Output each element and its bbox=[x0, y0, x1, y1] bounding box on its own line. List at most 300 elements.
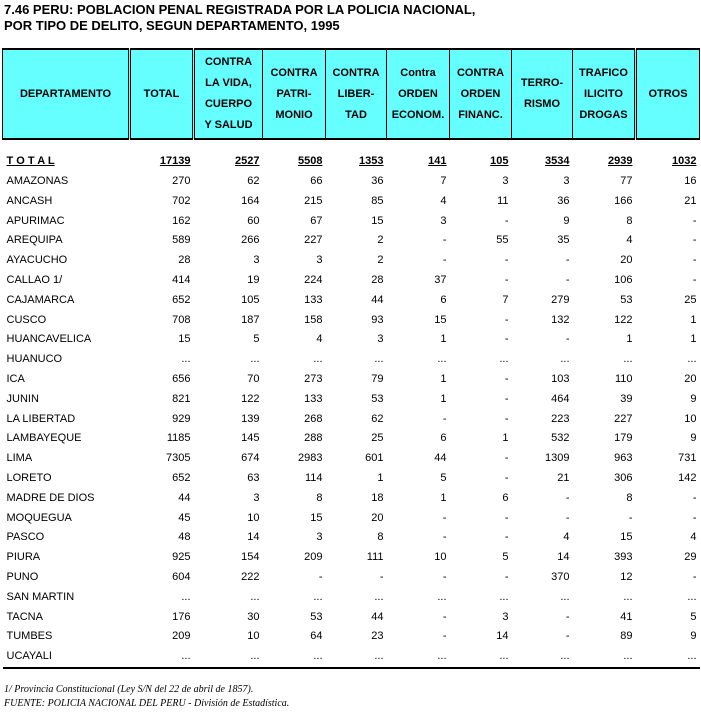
value-cell: 1 bbox=[440, 333, 447, 346]
value-cell: 17139 bbox=[159, 155, 191, 167]
value-cell: 925 bbox=[172, 551, 191, 564]
value-cell: - bbox=[442, 234, 447, 247]
value-cell: 36 bbox=[371, 175, 384, 187]
table-row bbox=[3, 390, 700, 410]
value-cell: - bbox=[565, 630, 570, 643]
table-row bbox=[3, 568, 700, 588]
department-cell: UCAYALI bbox=[3, 647, 130, 668]
value-cell: 89 bbox=[620, 630, 633, 643]
department-cell: T O T A L bbox=[6, 155, 55, 167]
header-col-2 bbox=[194, 49, 263, 139]
value-cell: 3 bbox=[563, 175, 570, 187]
value-cell: 53 bbox=[371, 392, 384, 405]
value-cell: - bbox=[504, 392, 509, 405]
header-line: ECONOM. bbox=[391, 108, 445, 121]
value-cell: 3534 bbox=[545, 155, 570, 167]
value-cell: ... bbox=[194, 647, 263, 668]
value-cell: 288 bbox=[304, 432, 323, 445]
value-cell: - bbox=[504, 471, 509, 484]
value-cell: 60 bbox=[247, 214, 260, 227]
value-cell: 37 bbox=[434, 273, 447, 286]
value-cell: 62 bbox=[371, 412, 384, 425]
department-cell: AREQUIPA bbox=[6, 234, 63, 247]
header-line: CONTRA bbox=[456, 66, 505, 79]
header-col-8 bbox=[573, 49, 636, 139]
table-row bbox=[3, 172, 700, 192]
value-cell: - bbox=[565, 273, 570, 286]
value-cell: 3 bbox=[440, 214, 447, 227]
value-cell: - bbox=[504, 511, 509, 524]
value-cell: 652 bbox=[172, 293, 191, 306]
value-cell: 44 bbox=[371, 293, 384, 306]
value-cell: 14 bbox=[557, 551, 570, 564]
value-cell: 1 bbox=[690, 313, 697, 326]
value-cell: 122 bbox=[614, 313, 633, 326]
department-cell: LORETO bbox=[6, 471, 52, 484]
value-cell: - bbox=[442, 630, 447, 643]
table-body bbox=[3, 139, 700, 668]
header-line: Y SALUD bbox=[204, 119, 253, 131]
value-cell: - bbox=[565, 333, 570, 346]
value-cell: ... bbox=[512, 647, 573, 668]
value-cell: 154 bbox=[241, 551, 260, 564]
table-title bbox=[4, 2, 694, 34]
value-cell: - bbox=[318, 570, 323, 583]
value-cell: 53 bbox=[620, 293, 633, 306]
value-cell: 6 bbox=[440, 293, 447, 306]
value-cell: 36 bbox=[557, 194, 570, 207]
value-cell: 25 bbox=[684, 293, 697, 306]
value-cell: ... bbox=[560, 353, 570, 366]
value-cell: 1 bbox=[690, 333, 697, 346]
value-cell: 227 bbox=[614, 412, 633, 425]
header-line: MONIO bbox=[275, 108, 313, 121]
value-cell: 55 bbox=[496, 234, 509, 247]
value-cell: 8 bbox=[626, 214, 633, 227]
header-col-5 bbox=[387, 49, 450, 139]
value-cell: 23 bbox=[371, 630, 384, 643]
value-cell: ... bbox=[437, 353, 447, 366]
value-cell: 28 bbox=[178, 254, 191, 267]
department-cell: ICA bbox=[6, 372, 25, 385]
value-cell: 3 bbox=[316, 254, 323, 267]
header-departamento bbox=[3, 49, 130, 139]
value-cell: 15 bbox=[620, 531, 633, 544]
header-line: LA VIDA, bbox=[205, 77, 252, 89]
value-cell: - bbox=[442, 610, 447, 623]
value-cell: 3 bbox=[502, 175, 509, 187]
value-cell: - bbox=[692, 214, 697, 227]
value-cell: 270 bbox=[172, 175, 191, 187]
value-cell: - bbox=[442, 511, 447, 524]
value-cell: 15 bbox=[178, 333, 191, 346]
header-line: CONTRA bbox=[270, 66, 318, 79]
value-cell: 187 bbox=[241, 313, 260, 326]
value-cell: ... bbox=[573, 647, 636, 668]
value-cell: 11 bbox=[497, 194, 509, 207]
value-cell: 9 bbox=[690, 392, 697, 405]
value-cell: ... bbox=[130, 647, 194, 668]
value-cell: - bbox=[628, 511, 633, 524]
value-cell: 93 bbox=[371, 313, 384, 326]
header-col-6 bbox=[450, 49, 512, 139]
value-cell: 3 bbox=[316, 531, 323, 544]
value-cell: 103 bbox=[551, 372, 570, 385]
table-row bbox=[3, 330, 700, 350]
value-cell: ... bbox=[313, 590, 323, 603]
value-cell: 70 bbox=[247, 372, 260, 385]
header-line: TERRO- bbox=[520, 77, 564, 89]
value-cell: 162 bbox=[172, 214, 191, 227]
value-cell: 3 bbox=[377, 333, 384, 346]
value-cell: 176 bbox=[172, 610, 191, 623]
value-cell: 15 bbox=[371, 214, 384, 227]
value-cell: 21 bbox=[684, 194, 697, 207]
value-cell: - bbox=[692, 570, 697, 583]
value-cell: - bbox=[565, 511, 570, 524]
value-cell: 166 bbox=[614, 194, 633, 207]
header-row bbox=[3, 49, 700, 139]
value-cell: 929 bbox=[172, 412, 191, 425]
value-cell: 4 bbox=[563, 531, 570, 544]
value-cell: 164 bbox=[241, 194, 260, 207]
value-cell: 2983 bbox=[298, 452, 323, 465]
value-cell: - bbox=[504, 214, 509, 227]
value-cell: 179 bbox=[614, 432, 633, 445]
value-cell: 64 bbox=[310, 630, 323, 643]
value-cell: 3 bbox=[502, 610, 509, 623]
department-cell: CUSCO bbox=[6, 313, 47, 326]
value-cell: 223 bbox=[551, 412, 570, 425]
value-cell: ... bbox=[499, 353, 509, 366]
value-cell: ... bbox=[250, 353, 260, 366]
value-cell: 20 bbox=[684, 372, 697, 385]
value-cell: 532 bbox=[551, 432, 570, 445]
total-row bbox=[3, 150, 700, 172]
value-cell: 279 bbox=[551, 293, 570, 306]
value-cell: 145 bbox=[241, 432, 260, 445]
value-cell: 266 bbox=[241, 234, 260, 247]
value-cell: 222 bbox=[241, 570, 260, 583]
value-cell: 8 bbox=[626, 491, 633, 504]
value-cell: ... bbox=[387, 647, 450, 668]
value-cell: - bbox=[692, 273, 697, 286]
title-line-2: POR TIPO DE DELITO, SEGUN DEPARTAMENTO, 1995 bbox=[4, 18, 340, 33]
table-row bbox=[3, 509, 700, 529]
department-cell: AYACUCHO bbox=[6, 254, 68, 267]
value-cell: - bbox=[504, 372, 509, 385]
value-cell: 85 bbox=[371, 194, 384, 207]
value-cell: 1 bbox=[626, 333, 633, 346]
value-cell: ... bbox=[263, 647, 326, 668]
value-cell: 708 bbox=[172, 313, 191, 326]
value-cell: 652 bbox=[172, 471, 191, 484]
value-cell: 8 bbox=[377, 531, 384, 544]
value-cell: 268 bbox=[304, 412, 323, 425]
value-cell: ... bbox=[181, 353, 191, 366]
value-cell: ... bbox=[623, 353, 633, 366]
value-cell: 1 bbox=[377, 471, 384, 484]
value-cell: 1185 bbox=[166, 432, 191, 445]
table-row bbox=[3, 449, 700, 469]
value-cell: 656 bbox=[172, 372, 191, 385]
value-cell: 4 bbox=[440, 194, 447, 207]
value-cell: ... bbox=[374, 353, 384, 366]
value-cell: - bbox=[692, 234, 697, 247]
value-cell: 158 bbox=[304, 313, 323, 326]
header-line: TRAFICO bbox=[579, 66, 628, 79]
value-cell: - bbox=[504, 412, 509, 425]
value-cell: 62 bbox=[247, 175, 260, 187]
value-cell: - bbox=[379, 570, 384, 583]
header-col-9 bbox=[636, 49, 700, 139]
value-cell: - bbox=[504, 313, 509, 326]
value-cell: 702 bbox=[172, 194, 191, 207]
value-cell: - bbox=[442, 412, 447, 425]
value-cell: 5 bbox=[502, 551, 509, 564]
table-row bbox=[3, 271, 700, 291]
value-cell: 132 bbox=[551, 313, 570, 326]
header-line: ILICITO bbox=[584, 87, 623, 100]
value-cell: 10 bbox=[247, 630, 260, 643]
value-cell: 821 bbox=[172, 392, 191, 405]
header-line: ORDEN bbox=[398, 87, 438, 100]
value-cell: 10 bbox=[434, 551, 447, 564]
value-cell: 209 bbox=[172, 630, 191, 643]
value-cell: 370 bbox=[551, 570, 570, 583]
table-row bbox=[3, 370, 700, 390]
department-cell: MADRE DE DIOS bbox=[6, 491, 95, 504]
header-line: OTROS bbox=[648, 87, 688, 100]
value-cell: - bbox=[504, 570, 509, 583]
value-cell: ... bbox=[623, 590, 633, 603]
value-cell: 21 bbox=[557, 471, 570, 484]
table-row bbox=[3, 429, 700, 449]
table-row bbox=[3, 588, 700, 608]
value-cell: 464 bbox=[551, 392, 570, 405]
value-cell: 19 bbox=[247, 273, 260, 286]
value-cell: 15 bbox=[434, 313, 447, 326]
value-cell: 2939 bbox=[608, 155, 633, 167]
value-cell: 141 bbox=[428, 155, 447, 167]
header-line: CUERPO bbox=[204, 98, 253, 110]
source-note: FUENTE: POLICIA NACIONAL DEL PERU - División de Estadística. bbox=[4, 698, 290, 709]
value-cell: 1 bbox=[502, 432, 509, 445]
table-row bbox=[3, 192, 700, 212]
header-col-7 bbox=[512, 49, 573, 139]
table-row bbox=[3, 410, 700, 430]
value-cell: 4 bbox=[690, 531, 697, 544]
value-cell: 3 bbox=[253, 254, 260, 267]
value-cell: ... bbox=[450, 647, 512, 668]
value-cell: 1353 bbox=[359, 155, 384, 167]
value-cell: 14 bbox=[247, 531, 260, 544]
header-line: PATRI- bbox=[276, 87, 312, 100]
value-cell: 53 bbox=[310, 610, 323, 623]
value-cell: 44 bbox=[371, 610, 384, 623]
department-cell: APURIMAC bbox=[6, 214, 65, 227]
value-cell: 6 bbox=[502, 491, 509, 504]
value-cell: 79 bbox=[371, 372, 384, 385]
value-cell: - bbox=[504, 273, 509, 286]
value-cell: ... bbox=[636, 647, 700, 668]
value-cell: 25 bbox=[371, 432, 384, 445]
value-cell: 674 bbox=[241, 452, 260, 465]
value-cell: 20 bbox=[371, 511, 384, 524]
department-cell: HUANCAVELICA bbox=[6, 333, 92, 346]
value-cell: - bbox=[565, 610, 570, 623]
value-cell: 139 bbox=[241, 412, 260, 425]
header-line: TAD bbox=[345, 108, 367, 121]
department-cell: LAMBAYEQUE bbox=[6, 432, 82, 445]
value-cell: 41 bbox=[620, 610, 633, 623]
value-cell: 604 bbox=[172, 570, 191, 583]
department-cell: ANCASH bbox=[6, 194, 53, 207]
table-row bbox=[3, 251, 700, 271]
value-cell: 133 bbox=[304, 392, 323, 405]
value-cell: 273 bbox=[304, 372, 323, 385]
value-cell: - bbox=[504, 333, 509, 346]
header-line: DROGAS bbox=[579, 108, 628, 121]
value-cell: - bbox=[504, 531, 509, 544]
value-cell: 12 bbox=[620, 570, 633, 583]
value-cell: 63 bbox=[247, 471, 260, 484]
value-cell: - bbox=[692, 254, 697, 267]
value-cell: 14 bbox=[496, 630, 509, 643]
value-cell: 20 bbox=[620, 254, 633, 267]
value-cell: 67 bbox=[310, 214, 323, 227]
value-cell: 7 bbox=[502, 293, 509, 306]
value-cell: 30 bbox=[247, 610, 260, 623]
value-cell: 731 bbox=[678, 452, 697, 465]
value-cell: 15 bbox=[310, 511, 323, 524]
value-cell: 414 bbox=[172, 273, 191, 286]
data-table bbox=[2, 48, 700, 669]
value-cell: 963 bbox=[614, 452, 633, 465]
header-line: LIBER- bbox=[337, 87, 375, 100]
spacer-cell bbox=[3, 139, 700, 150]
value-cell: 7305 bbox=[166, 452, 191, 465]
value-cell: 2527 bbox=[235, 155, 260, 167]
value-cell: 601 bbox=[365, 452, 384, 465]
value-cell: ... bbox=[326, 647, 387, 668]
header-col-4 bbox=[326, 49, 387, 139]
value-cell: ... bbox=[437, 590, 447, 603]
value-cell: 16 bbox=[684, 175, 697, 187]
department-cell: AMAZONAS bbox=[6, 175, 69, 187]
department-cell: SAN MARTIN bbox=[6, 590, 75, 603]
header-col-1 bbox=[130, 49, 194, 139]
value-cell: 9 bbox=[690, 432, 697, 445]
table-row bbox=[3, 350, 700, 370]
value-cell: 77 bbox=[620, 175, 633, 187]
value-cell: 48 bbox=[178, 531, 191, 544]
data-table-container bbox=[2, 48, 699, 669]
value-cell: 106 bbox=[614, 273, 633, 286]
value-cell: 18 bbox=[371, 491, 384, 504]
table-row bbox=[3, 548, 700, 568]
value-cell: 209 bbox=[304, 551, 323, 564]
value-cell: 3 bbox=[253, 491, 260, 504]
value-cell: 2 bbox=[377, 234, 384, 247]
department-cell: PASCO bbox=[6, 531, 45, 544]
value-cell: - bbox=[565, 491, 570, 504]
table-row bbox=[3, 469, 700, 489]
value-cell: ... bbox=[560, 590, 570, 603]
value-cell: 1032 bbox=[672, 155, 697, 167]
department-cell: HUANUCO bbox=[6, 353, 63, 366]
value-cell: ... bbox=[687, 590, 697, 603]
value-cell: - bbox=[692, 491, 697, 504]
value-cell: ... bbox=[181, 590, 191, 603]
value-cell: 5 bbox=[253, 333, 260, 346]
table-row bbox=[3, 291, 700, 311]
value-cell: 215 bbox=[304, 194, 323, 207]
department-cell: TACNA bbox=[6, 610, 43, 623]
value-cell: 105 bbox=[241, 293, 260, 306]
value-cell: 227 bbox=[304, 234, 323, 247]
value-cell: 1 bbox=[440, 491, 447, 504]
value-cell: - bbox=[565, 254, 570, 267]
value-cell: 393 bbox=[614, 551, 633, 564]
value-cell: 44 bbox=[434, 452, 447, 465]
department-cell: MOQUEGUA bbox=[6, 511, 72, 524]
header-line: CONTRA bbox=[332, 66, 380, 79]
header-line: DEPARTAMENTO bbox=[19, 87, 112, 100]
value-cell: 28 bbox=[371, 273, 384, 286]
department-cell: LIMA bbox=[6, 452, 33, 465]
header-line: TOTAL bbox=[143, 87, 180, 100]
value-cell: 589 bbox=[172, 234, 191, 247]
department-cell: PUNO bbox=[6, 570, 39, 583]
department-cell: TUMBES bbox=[6, 630, 53, 643]
value-cell: 1 bbox=[440, 392, 447, 405]
value-cell: 4 bbox=[316, 333, 323, 346]
value-cell: 133 bbox=[304, 293, 323, 306]
table-row bbox=[3, 528, 700, 548]
table-row bbox=[3, 231, 700, 251]
table-row bbox=[3, 311, 700, 331]
value-cell: 224 bbox=[304, 273, 323, 286]
header-line: RISMO bbox=[523, 98, 561, 110]
header-line: ORDEN bbox=[460, 87, 501, 100]
value-cell: - bbox=[504, 452, 509, 465]
value-cell: - bbox=[692, 511, 697, 524]
value-cell: ... bbox=[499, 590, 509, 603]
value-cell: 114 bbox=[304, 471, 323, 484]
value-cell: 142 bbox=[678, 471, 697, 484]
value-cell: 8 bbox=[316, 491, 323, 504]
title-line-1: 7.46 PERU: POBLACION PENAL REGISTRADA POR LA POLICIA NACIONAL, bbox=[4, 2, 476, 17]
value-cell: 44 bbox=[178, 491, 191, 504]
table-row bbox=[3, 647, 700, 668]
value-cell: 45 bbox=[178, 511, 191, 524]
value-cell: ... bbox=[687, 353, 697, 366]
value-cell: - bbox=[442, 531, 447, 544]
value-cell: - bbox=[504, 254, 509, 267]
value-cell: 5508 bbox=[298, 155, 323, 167]
value-cell: 66 bbox=[310, 175, 323, 187]
value-cell: - bbox=[442, 254, 447, 267]
value-cell: 29 bbox=[684, 551, 697, 564]
header-line: Contra bbox=[400, 66, 436, 79]
value-cell: 105 bbox=[490, 155, 509, 167]
table-notes bbox=[4, 683, 694, 711]
value-cell: 122 bbox=[241, 392, 260, 405]
value-cell: 5 bbox=[690, 610, 697, 623]
value-cell: 110 bbox=[614, 372, 633, 385]
value-cell: 9 bbox=[563, 214, 570, 227]
